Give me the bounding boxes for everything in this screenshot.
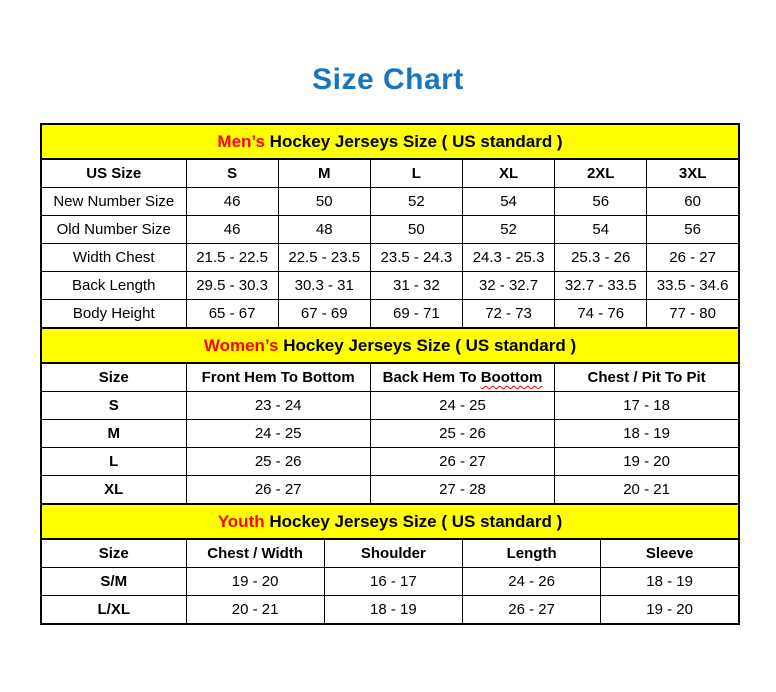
size-value-cell: 18 - 19	[555, 420, 739, 448]
row-label: M	[41, 420, 186, 448]
table-row	[41, 300, 739, 329]
size-value-cell: 23 - 24	[186, 392, 370, 420]
size-value-cell: 26 - 27	[463, 596, 601, 625]
column-header: Shoulder	[324, 539, 462, 568]
row-label: Back Length	[41, 272, 186, 300]
size-value-cell: 25.3 - 26	[555, 244, 647, 272]
column-header: 2XL	[555, 159, 647, 188]
mens-header-row	[41, 159, 739, 188]
column-header-back-hem-prefix: Back Hem To	[382, 369, 481, 386]
size-value-cell: 67 - 69	[278, 300, 370, 329]
size-value-cell: 25 - 26	[186, 448, 370, 476]
size-value-cell: 74 - 76	[555, 300, 647, 329]
row-label: New Number Size	[41, 188, 186, 216]
size-value-cell: 22.5 - 23.5	[278, 244, 370, 272]
size-value-cell: 26 - 27	[647, 244, 739, 272]
womens-header-row	[41, 363, 739, 392]
size-value-cell: 26 - 27	[186, 476, 370, 505]
size-value-cell: 19 - 20	[555, 448, 739, 476]
size-value-cell: 56	[647, 216, 739, 244]
misspelled-word-squiggle: Boottom	[480, 369, 543, 386]
row-label: S/M	[41, 568, 186, 596]
size-value-cell: 24 - 25	[186, 420, 370, 448]
size-value-cell: 18 - 19	[324, 596, 462, 625]
page-title: Size Chart	[312, 63, 464, 96]
size-value-cell: 54	[462, 188, 554, 216]
size-value-cell: 56	[555, 188, 647, 216]
size-value-cell: 46	[186, 216, 278, 244]
youth-section-title: Hockey Jerseys Size ( US standard )	[264, 511, 563, 531]
table-row	[41, 244, 739, 272]
column-header: M	[278, 159, 370, 188]
womens-section-header	[41, 328, 739, 363]
column-header: 3XL	[647, 159, 739, 188]
size-value-cell: 77 - 80	[647, 300, 739, 329]
youth-section-header	[41, 504, 739, 539]
column-header: XL	[462, 159, 554, 188]
column-header: Chest / Pit To Pit	[555, 363, 739, 392]
size-value-cell: 65 - 67	[186, 300, 278, 329]
size-value-cell: 27 - 28	[370, 476, 554, 505]
table-row	[41, 448, 739, 476]
size-value-cell: 25 - 26	[370, 420, 554, 448]
size-value-cell: 60	[647, 188, 739, 216]
column-header: Size	[41, 363, 186, 392]
mens-section-highlight: Men’s	[217, 131, 265, 151]
column-header: Front Hem To Bottom	[186, 363, 370, 392]
youth-header-row	[41, 539, 739, 568]
table-row	[41, 392, 739, 420]
size-value-cell: 29.5 - 30.3	[186, 272, 278, 300]
column-header: US Size	[41, 159, 186, 188]
size-value-cell: 18 - 19	[601, 568, 739, 596]
row-label: L	[41, 448, 186, 476]
table-row	[41, 568, 739, 596]
size-value-cell: 24.3 - 25.3	[462, 244, 554, 272]
size-value-cell: 33.5 - 34.6	[647, 272, 739, 300]
size-value-cell: 21.5 - 22.5	[186, 244, 278, 272]
mens-section-header	[41, 124, 739, 159]
row-label: L/XL	[41, 596, 186, 625]
youth-section-highlight: Youth	[217, 511, 265, 531]
size-value-cell: 26 - 27	[370, 448, 554, 476]
column-header: Size	[41, 539, 186, 568]
size-value-cell: 32 - 32.7	[462, 272, 554, 300]
row-label: XL	[41, 476, 186, 505]
size-value-cell: 32.7 - 33.5	[555, 272, 647, 300]
table-row	[41, 420, 739, 448]
size-value-cell: 72 - 73	[462, 300, 554, 329]
table-row	[41, 272, 739, 300]
size-value-cell: 24 - 26	[463, 568, 601, 596]
womens-section-band	[41, 328, 739, 363]
womens-section-highlight: Women’s	[203, 335, 279, 355]
row-label: S	[41, 392, 186, 420]
size-value-cell: 48	[278, 216, 370, 244]
row-label: Width Chest	[41, 244, 186, 272]
size-value-cell: 20 - 21	[186, 596, 324, 625]
column-header: L	[370, 159, 462, 188]
youth-size-table	[40, 503, 740, 625]
table-row	[41, 216, 739, 244]
mens-section-title: Hockey Jerseys Size ( US standard )	[264, 131, 563, 151]
size-value-cell: 20 - 21	[555, 476, 739, 505]
size-value-cell: 23.5 - 24.3	[370, 244, 462, 272]
mens-size-table	[40, 123, 740, 329]
womens-size-table	[40, 327, 740, 505]
size-value-cell: 19 - 20	[601, 596, 739, 625]
size-value-cell: 52	[462, 216, 554, 244]
column-header-back-hem	[370, 363, 554, 392]
size-value-cell: 31 - 32	[370, 272, 462, 300]
size-value-cell: 46	[186, 188, 278, 216]
size-value-cell: 54	[555, 216, 647, 244]
size-value-cell: 52	[370, 188, 462, 216]
column-header: Length	[463, 539, 601, 568]
youth-section-band	[41, 504, 739, 539]
row-label: Old Number Size	[41, 216, 186, 244]
table-row	[41, 596, 739, 625]
size-value-cell: 50	[278, 188, 370, 216]
column-header: Chest / Width	[186, 539, 324, 568]
womens-section-title: Hockey Jerseys Size ( US standard )	[278, 335, 577, 355]
column-header: S	[186, 159, 278, 188]
size-value-cell: 19 - 20	[186, 568, 324, 596]
table-row	[41, 476, 739, 505]
size-value-cell: 16 - 17	[324, 568, 462, 596]
size-value-cell: 50	[370, 216, 462, 244]
size-value-cell: 69 - 71	[370, 300, 462, 329]
table-row	[41, 188, 739, 216]
column-header: Sleeve	[601, 539, 739, 568]
size-value-cell: 24 - 25	[370, 392, 554, 420]
row-label: Body Height	[41, 300, 186, 329]
size-value-cell: 30.3 - 31	[278, 272, 370, 300]
size-chart-tables	[40, 123, 740, 625]
mens-section-band	[41, 124, 739, 159]
size-value-cell: 17 - 18	[555, 392, 739, 420]
